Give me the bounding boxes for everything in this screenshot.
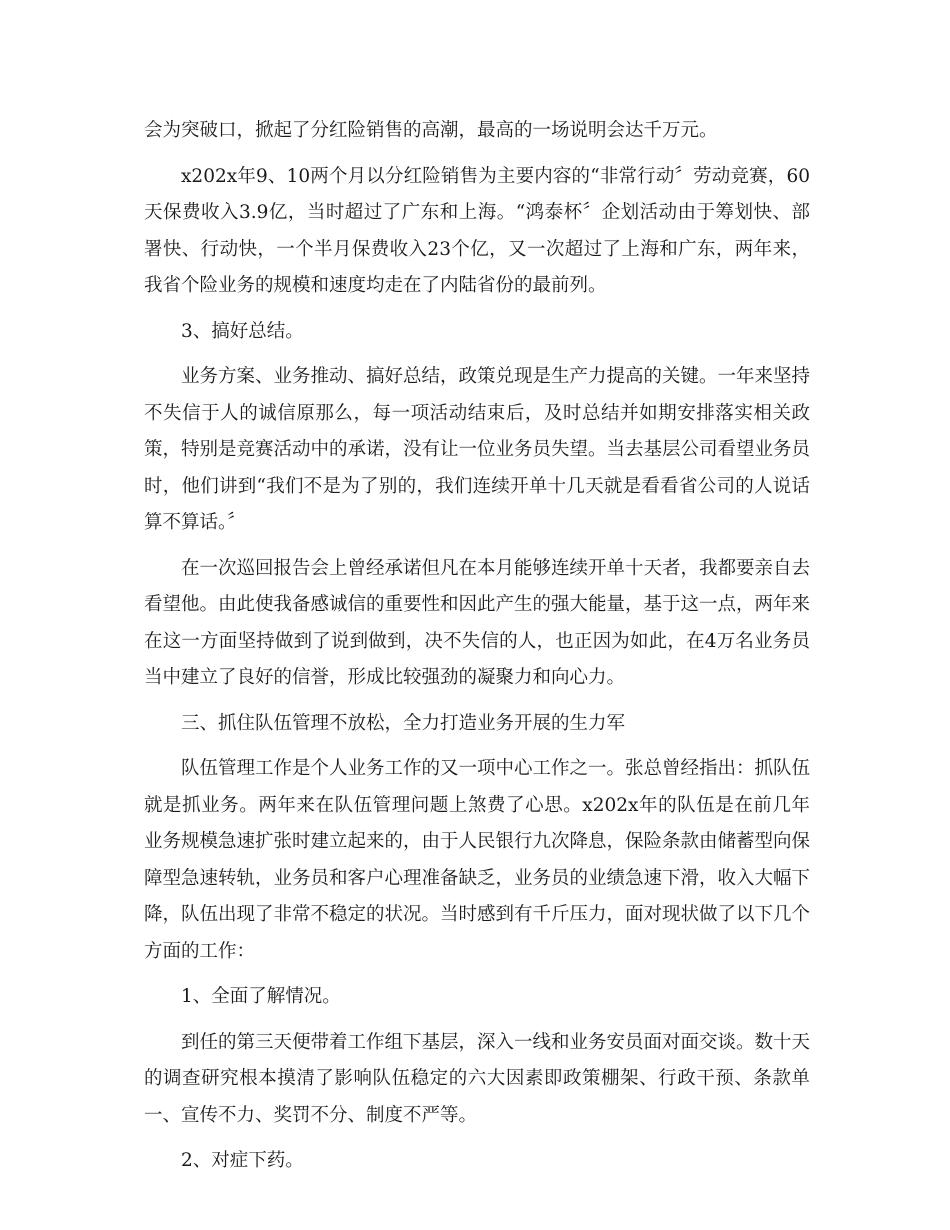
- paragraph-2: x202x年9、10两个月以分红险销售为主要内容的“非常行动〞劳动竞赛，60天保费收入3.9亿，当时超过了广东和上海。“鸿泰杯〞企划活动由于筹划快、部署快、行动快，一个半月保费收入23个亿，又一次超过了上海和广东，两年来，我省个险业务的规模和速度均走在了内陆省份的最前列。: [144, 165, 810, 296]
- paragraph-9: 到任的第三天便带着工作组下基层，深入一线和业务安员面对面交谈。数十天的调查研究根本摸清了影响队伍稳定的六大因素即政策棚架、行政干预、条款单一、宣传不力、奖罚不分、制度不严等。: [144, 1031, 811, 1126]
- section-item-1-heading: 1、全面了解情况。: [181, 986, 341, 1007]
- paragraph-5: 在一次巡回报告会上曾经承诺但凡在本月能够连续开单十天者，我都要亲自去看望他。由此使我备感诚信的重要性和因此产生的强大能量，基于这一点，两年来在这一方面坚持做到了说到做到，决不失信的人，也正因为如此，在4万名业务员当中建立了良好的信誉，形成比较强劲的凝聚力和向心力。: [144, 557, 811, 688]
- paragraph-1: 会为突破口，掀起了分红险销售的高潮，最高的一场说明会达千万元。: [144, 120, 718, 141]
- section-item-2-heading: 2、对症下药。: [181, 1150, 304, 1171]
- section-three-heading: 三、抓住队伍管理不放松，全力打造业务开展的生力军: [181, 712, 626, 734]
- document-body: [144, 113, 810, 1189]
- section-item-3-heading: 3、搞好总结。: [181, 320, 304, 342]
- paragraph-4: 业务方案、业务推动、搞好总结，政策兑现是生产力提高的关键。一年来坚持不失信于人的诚信原那么，每一项活动结束后，及时总结并如期安排落实相关政策，特别是竞赛活动中的承诺，没有让一位业务员失望。当去基层公司看望业务员时，他们讲到“我们不是为了别的，我们连续开单十几天就是看看省公司的人说话算不算话。〞: [144, 366, 811, 533]
- paragraph-7: 队伍管理工作是个人业务工作的又一项中心工作之一。张总曾经指出：抓队伍就是抓业务。两年来在队伍管理问题上煞费了心思。x202x年的队伍是在前几年业务规模急速扩张时建立起来的，由于人民银行九次降息，保险条款由储蓄型向保障型急速转轨，业务员和客户心理准备缺乏，业务员的业绩急速下滑，收入大幅下降，队伍出现了非常不稳定的状况。当时感到有千斤压力，面对现状做了以下几个方面的工作：: [144, 758, 811, 962]
